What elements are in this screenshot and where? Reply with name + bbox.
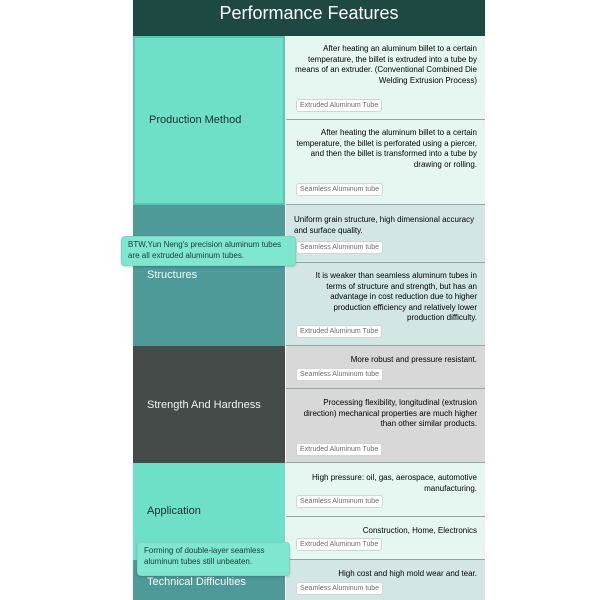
row-tag: Extruded Aluminum Tube [296, 443, 382, 456]
row-description: It is weaker than seamless aluminum tubes in terms of structure and strength, but has an advantage in cost reduction due to higher production efficiency and relatively lower production difficulty. [315, 271, 477, 323]
row-description: Processing flexibility, longitudinal (extrusion direction) mechanical properties are much higher than other similar products. [303, 398, 477, 429]
row-tag: Extruded Aluminum Tube [296, 538, 382, 551]
row-tag: Seamless Aluminum tube [296, 495, 383, 508]
row-structures-extruded [286, 263, 485, 346]
category-structures [133, 205, 285, 346]
note-extruded-tubes[interactable]: BTW,Yun Neng's precision aluminum tubes are all extruded aluminum tubes. [121, 236, 296, 266]
row-strength-seamless [286, 346, 485, 389]
category-label: Strength And Hardness [147, 399, 261, 411]
row-application-extruded [286, 517, 485, 560]
row-description: After heating the aluminum billet to a certain temperature, the billet is perforated using a piercer, and then the billet is transformed into a tube by drawing or rolling. [296, 128, 477, 169]
row-tag: Extruded Aluminum Tube [296, 99, 382, 112]
category-strength-and-hardness [133, 346, 285, 463]
category-production-method [133, 36, 285, 205]
row-description: High cost and high mold wear and tear. [338, 569, 477, 578]
row-description: Construction, Home, Electronics [362, 526, 477, 535]
row-strength-extruded [286, 389, 485, 463]
diagram-title: Performance Features [133, 0, 485, 36]
row-description: More robust and pressure resistant. [350, 355, 477, 364]
row-description: After heating an aluminum billet to a certain temperature, the billet is extruded into a tube by means of an extruder. (Conventional Combined Die Welding Extrusion Process) [295, 44, 477, 85]
category-label: Production Method [149, 114, 242, 126]
row-production-extruded [286, 36, 485, 120]
row-application-seamless [286, 463, 485, 517]
row-description: High pressure: oil, gas, aerospace, automotive manufacturing. [312, 473, 477, 493]
category-label: Structures [147, 269, 198, 281]
row-technical-seamless [286, 560, 485, 600]
row-tag: Seamless Aluminum tube [296, 241, 383, 254]
category-label: Application [147, 505, 201, 517]
row-tag: Seamless Aluminum tube [296, 582, 383, 595]
row-description: Uniform grain structure, high dimensional accuracy and surface quality. [294, 215, 475, 235]
category-label: Technical Difficulties [147, 576, 246, 588]
row-tag: Extruded Aluminum Tube [296, 325, 382, 338]
row-tag: Seamless Aluminum tube [296, 368, 383, 381]
row-production-seamless [286, 120, 485, 205]
note-double-layer[interactable]: Forming of double-layer seamless aluminum tubes still unbeaten. [137, 542, 290, 576]
row-tag: Seamless Aluminum tube [296, 183, 383, 196]
performance-features-diagram [133, 0, 485, 600]
row-structures-seamless [286, 205, 485, 263]
